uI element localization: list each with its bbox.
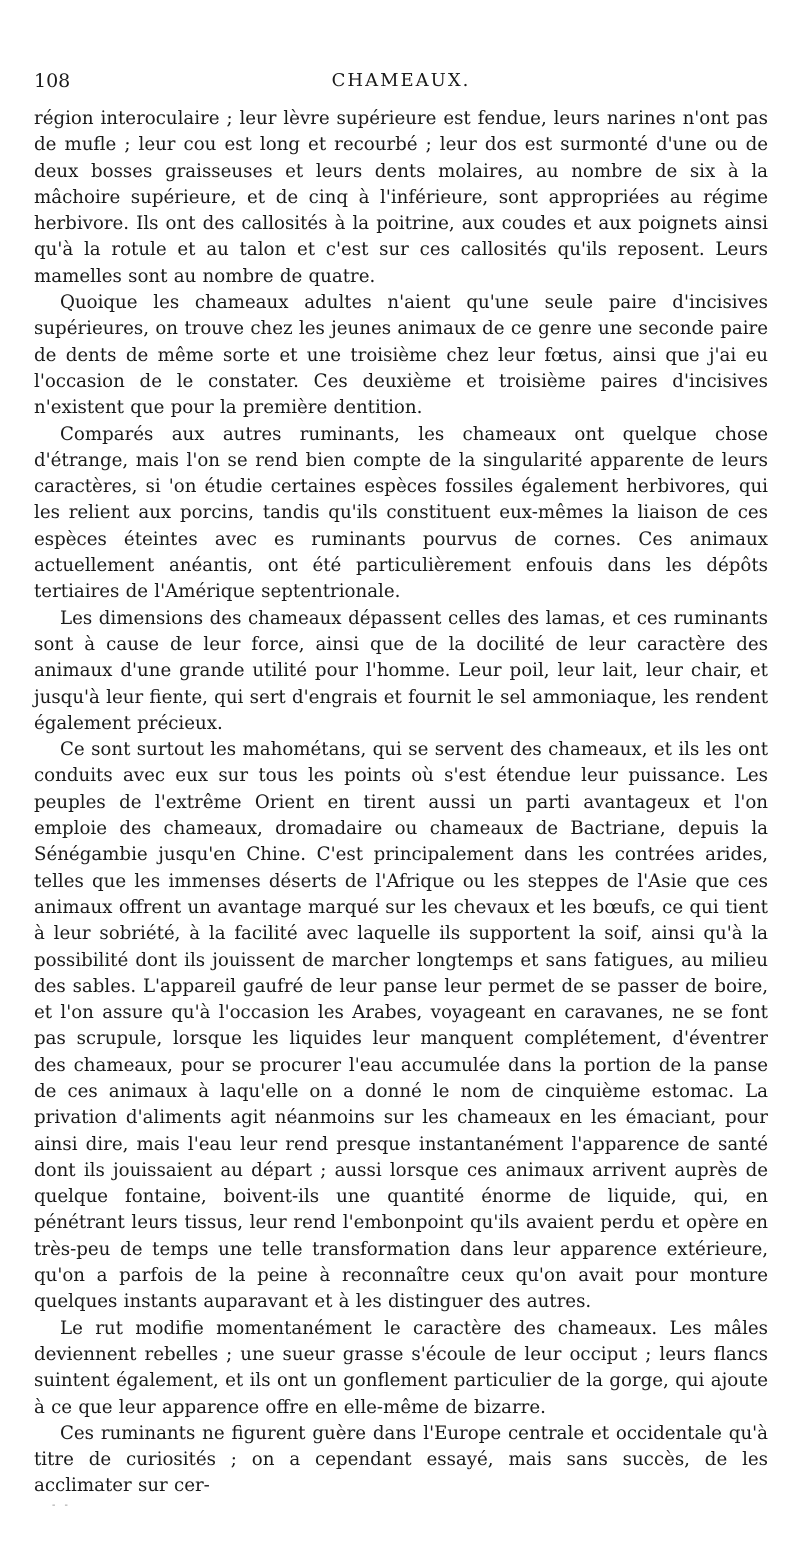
paragraph-incisives: Quoique les chameaux adultes n'aient qu'une seule paire d'incisives supérieures, on trouve chez les jeunes animaux de ce genre une seconde paire de dents de même sorte et une troisième chez leur fœtus, ainsi que j'ai eu l'occasion de le constater. Ces deuxième et troisième paires d'incisives n'existent que pour la première dentition.	[34, 292, 768, 419]
running-title: CHAMEAUX.	[331, 70, 471, 91]
body-text	[34, 106, 768, 1500]
page-header	[34, 70, 768, 98]
paragraph-dimensions: Les dimensions des chameaux dépassent celles des lamas, et ces ruminants sont à cause de leur force, ainsi que de la docilité de leur caractère des animaux d'une grande utilité pour l'homme. Leur poil, leur lait, leur chair, et jusqu'à leur fiente, qui sert d'engrais et fournit le sel ammoniaque, les rendent également précieux.	[34, 607, 768, 734]
paragraph-europe: Ces ruminants ne figurent guère dans l'Europe centrale et occidentale qu'à titre de curiosités ; on a cependant essayé, mais sans succès, de les acclimater sur cer-	[34, 1422, 768, 1497]
paragraph-mahometans: Ce sont surtout les mahométans, qui se servent des chameaux, et ils les ont conduits avec eux sur tous les points où s'est étendue leur puissance. Les peuples de l'extrême Orient en tirent aussi un parti avantageux et l'on emploie des chameaux, dromadaire ou chameaux de Bactriane, depuis la Sénégambie jusqu'en Chine. C'est principalement dans les contrées arides, telles que les immenses déserts de l'Afrique ou les steppes de l'Asie que ces animaux offrent un avantage marqué sur les chevaux et les bœufs, ce qui tient à leur sobriété, à la facilité avec laquelle ils supportent la soif, ainsi qu'à la possibilité dont ils jouissent de marcher longtemps et sans fatigues, au milieu des sables. L'appareil gaufré de leur panse leur permet de se passer de boire, et l'on assure qu'à l'occasion les Arabes, voyageant en caravanes, ne se font pas scrupule, lorsque les liquides leur manquent complétement, d'éventrer des chameaux, pour se procurer l'eau accumulée dans la portion de la panse de ces animaux à laqu'elle on a donné le nom de cinquième estomac. La privation d'aliments agit néanmoins sur les chameaux en les émaciant, pour ainsi dire, mais l'eau leur rend presque instantanément l'apparence de santé dont ils jouissaient au départ ; aussi lorsque ces animaux arrivent auprès de quelque fontaine, boivent-ils une quantité énorme de liquide, qui, en pénétrant leurs tissus, leur rend l'embonpoint qu'ils avaient perdu et opère en très-peu de temps une telle transformation dans leur apparence extérieure, qu'on a parfois de la peine à reconnaître ceux qu'on avait pour monture quelques instants auparavant et à les distinguer des autres.	[34, 739, 768, 1313]
footer-mark: - -	[52, 1500, 71, 1511]
book-page	[34, 70, 768, 1500]
page-number: 108	[34, 70, 71, 92]
paragraph-comparison: Comparés aux autres ruminants, les chameaux ont quelque chose d'étrange, mais l'on se rend bien compte de la singularité apparente de leurs caractères, si 'on étudie certaines espèces fossiles également herbivores, qui les relient aux porcins, tandis qu'ils constituent eux-mêmes la liaison de ces espèces éteintes avec es ruminants pourvus de cornes. Ces animaux actuellement anéantis, ont été particulièrement enfouis dans les dépôts tertiaires de l'Amérique septentrionale.	[34, 423, 768, 603]
paragraph-continuation: région interoculaire ; leur lèvre supérieure est fendue, leurs narines n'ont pas de mufle ; leur cou est long et recourbé ; leur dos est surmonté d'une ou de deux bosses graisseuses et leurs dents molaires, au nombre de six à la mâchoire supérieure, et de cinq à l'inférieure, sont appropriées au régime herbivore. Ils ont des callosités à la poitrine, aux coudes et aux poignets ainsi qu'à la rotule et au talon et c'est sur ces callosités qu'ils reposent. Leurs mamelles sont au nombre de quatre.	[34, 108, 768, 287]
paragraph-rut: Le rut modifie momentanément le caractère des chameaux. Les mâles deviennent rebelles ; une sueur grasse s'écoule de leur occiput ; leurs flancs suintent également, et ils ont un gonflement particulier de la gorge, qui ajoute à ce que leur apparence offre en elle-même de bizarre.	[34, 1317, 768, 1418]
